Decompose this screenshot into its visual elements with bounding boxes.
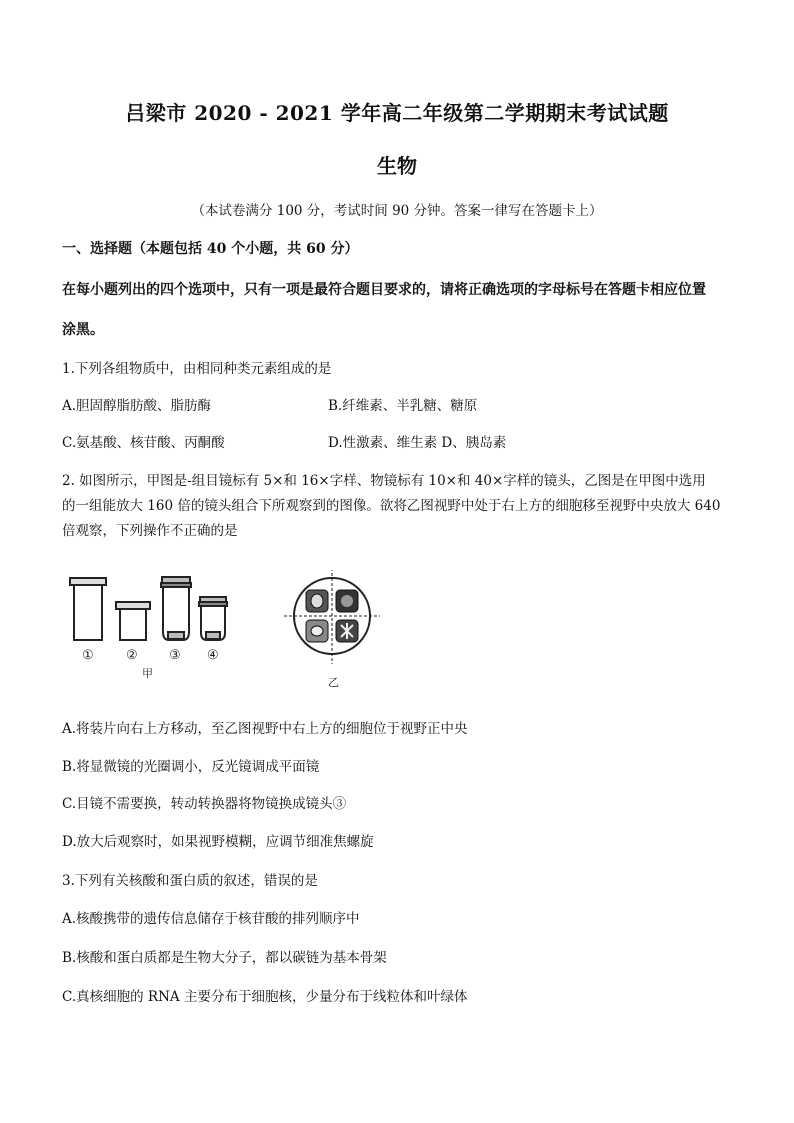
q2-option-b: B.将显微镜的光圈调小，反光镜调成平面镜 <box>62 759 320 775</box>
exam-title: 吕梁市 2020 - 2021 学年高二年级第二学期期末考试试题 <box>125 101 669 125</box>
lens-label-2: ② <box>126 648 138 663</box>
q2-stem-line1: 2. 如图所示，甲图是-组目镜标有 5×和 16×字样、物镜标有 10×和 40×字样的镜头，乙图是在甲图中选用 <box>62 473 706 489</box>
microscope-figure <box>62 570 402 690</box>
q1-option-a: A.胆固醇脂肪酸、脂肪酶 <box>62 398 212 414</box>
section-instruction-line1: 在每小题列出的四个选项中，只有一项是最符合题目要求的，请将正确选项的字母标号在答题卡相应位置 <box>62 282 706 298</box>
lens-2-eyepiece-short <box>116 602 150 640</box>
q1-stem: 1.下列各组物质中，由相同种类元素组成的是 <box>62 361 332 377</box>
q1-option-d: D.性激素、维生素 D、胰岛素 <box>328 435 507 451</box>
lens-1-eyepiece-long <box>70 578 106 640</box>
field-of-view <box>284 570 380 664</box>
q3-stem: 3.下列有关核酸和蛋白质的叙述，错误的是 <box>62 873 318 889</box>
q3-option-c: C.真核细胞的 RNA 主要分布于细胞核，少量分布于线粒体和叶绿体 <box>62 989 468 1005</box>
q1-option-b: B.纤维素、半乳糖、糖原 <box>328 398 478 414</box>
lens-label-4: ④ <box>207 648 219 663</box>
lens-3-objective-long <box>161 577 191 640</box>
microscope-figure-svg <box>62 570 402 690</box>
q2-stem-line2: 的一组能放大 160 倍的镜头组合下所观察到的图像。欲将乙图视野中处于右上方的细胞移至视野中央放大 640 <box>62 498 721 514</box>
exam-note: （本试卷满分 100 分，考试时间 90 分钟。答案一律写在答题卡上） <box>191 203 603 219</box>
lens-label-1: ① <box>82 648 94 663</box>
figure-jia-label: 甲 <box>142 667 153 680</box>
q3-option-a: A.核酸携带的遗传信息储存于核苷酸的排列顺序中 <box>62 911 360 927</box>
q3-option-b: B.核酸和蛋白质都是生物大分子，都以碳链为基本骨架 <box>62 950 387 966</box>
section-instruction-line2: 涂黑。 <box>62 322 104 338</box>
lens-4-objective-short <box>199 597 227 640</box>
q2-option-d: D.放大后观察时，如果视野模糊，应调节细准焦螺旋 <box>62 834 374 850</box>
q1-option-c: C.氨基酸、核苷酸、丙酮酸 <box>62 435 225 451</box>
exam-subject: 生物 <box>377 154 417 178</box>
q2-option-a: A.将装片向右上方移动，至乙图视野中右上方的细胞位于视野正中央 <box>62 721 468 737</box>
lens-label-3: ③ <box>169 648 181 663</box>
q2-stem-line3: 倍观察，下列操作不正确的是 <box>62 523 238 539</box>
section-heading: 一、选择题（本题包括 40 个小题，共 60 分） <box>62 241 359 257</box>
q2-option-c: C.目镜不需要换，转动转换器将物镜换成镜头③ <box>62 796 347 812</box>
figure-yi-label: 乙 <box>328 676 339 689</box>
